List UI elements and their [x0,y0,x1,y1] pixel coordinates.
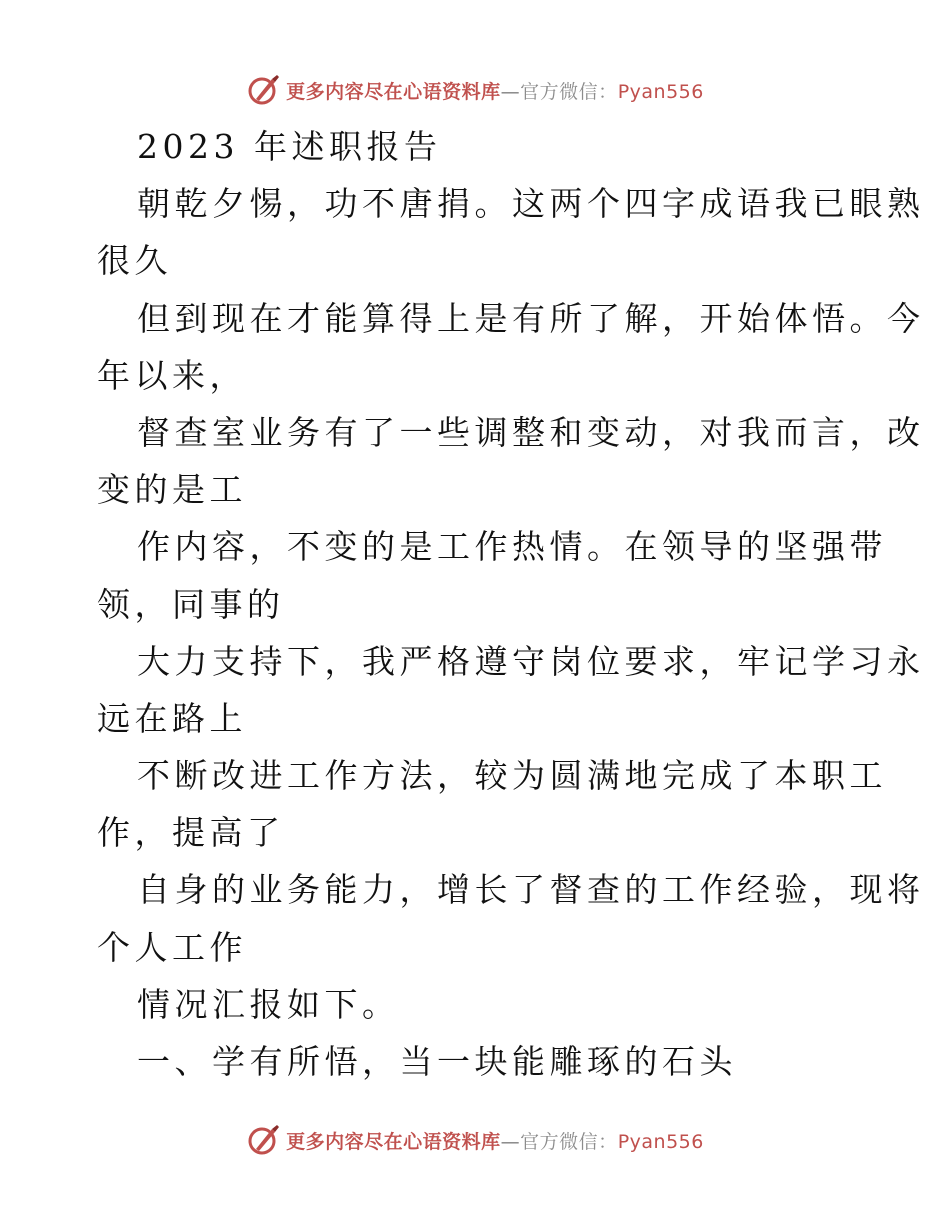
watermark-wechat-id: Pyan556 [617,1130,704,1153]
watermark-official-label: 官方微信： [520,80,618,103]
watermark-text [286,77,704,104]
text-line: 2023 年述职报告 [137,127,442,166]
text-line: 大力支持下，我严格遵守岗位要求，牢记学习永 [137,641,925,681]
document-body [97,118,925,1090]
text-line: 变的是工 [97,470,247,510]
text-line: 自身的业务能力，增长了督查的工作经验，现将 [137,870,925,910]
text-line: 个人工作 [97,927,247,967]
text-line: 一、学有所悟，当一块能雕琢的石头 [137,1042,737,1081]
footer-watermark [0,1120,950,1160]
watermark-text [286,1127,704,1154]
watermark-separator: — [500,80,521,103]
text-line: 远在路上 [97,698,247,738]
watermark-site-text: 更多内容尽在心语资料库 [286,1130,501,1153]
text-line: 领，同事的 [97,584,285,624]
text-line: 年以来， [97,355,247,395]
text-line: 不断改进工作方法，较为圆满地完成了本职工 [137,756,887,796]
text-line: 作，提高了 [97,813,285,853]
pen-logo-icon [246,1123,280,1157]
header-watermark [0,70,950,110]
watermark-official-label: 官方微信： [520,1130,618,1153]
text-line: 但到现在才能算得上是有所了解，开始体悟。今 [137,298,925,338]
text-line: 情况汇报如下。 [137,984,400,1024]
watermark-site-text: 更多内容尽在心语资料库 [286,80,501,103]
text-line: 朝乾夕惕，功不唐捐。这两个四字成语我已眼熟 [137,184,925,224]
text-line: 作内容，不变的是工作热情。在领导的坚强带 [137,527,887,567]
pen-logo-icon [246,73,280,107]
text-line: 很久 [97,241,172,281]
text-line: 督查室业务有了一些调整和变动，对我而言，改 [137,412,925,452]
watermark-separator: — [500,1130,521,1153]
watermark-wechat-id: Pyan556 [617,80,704,103]
